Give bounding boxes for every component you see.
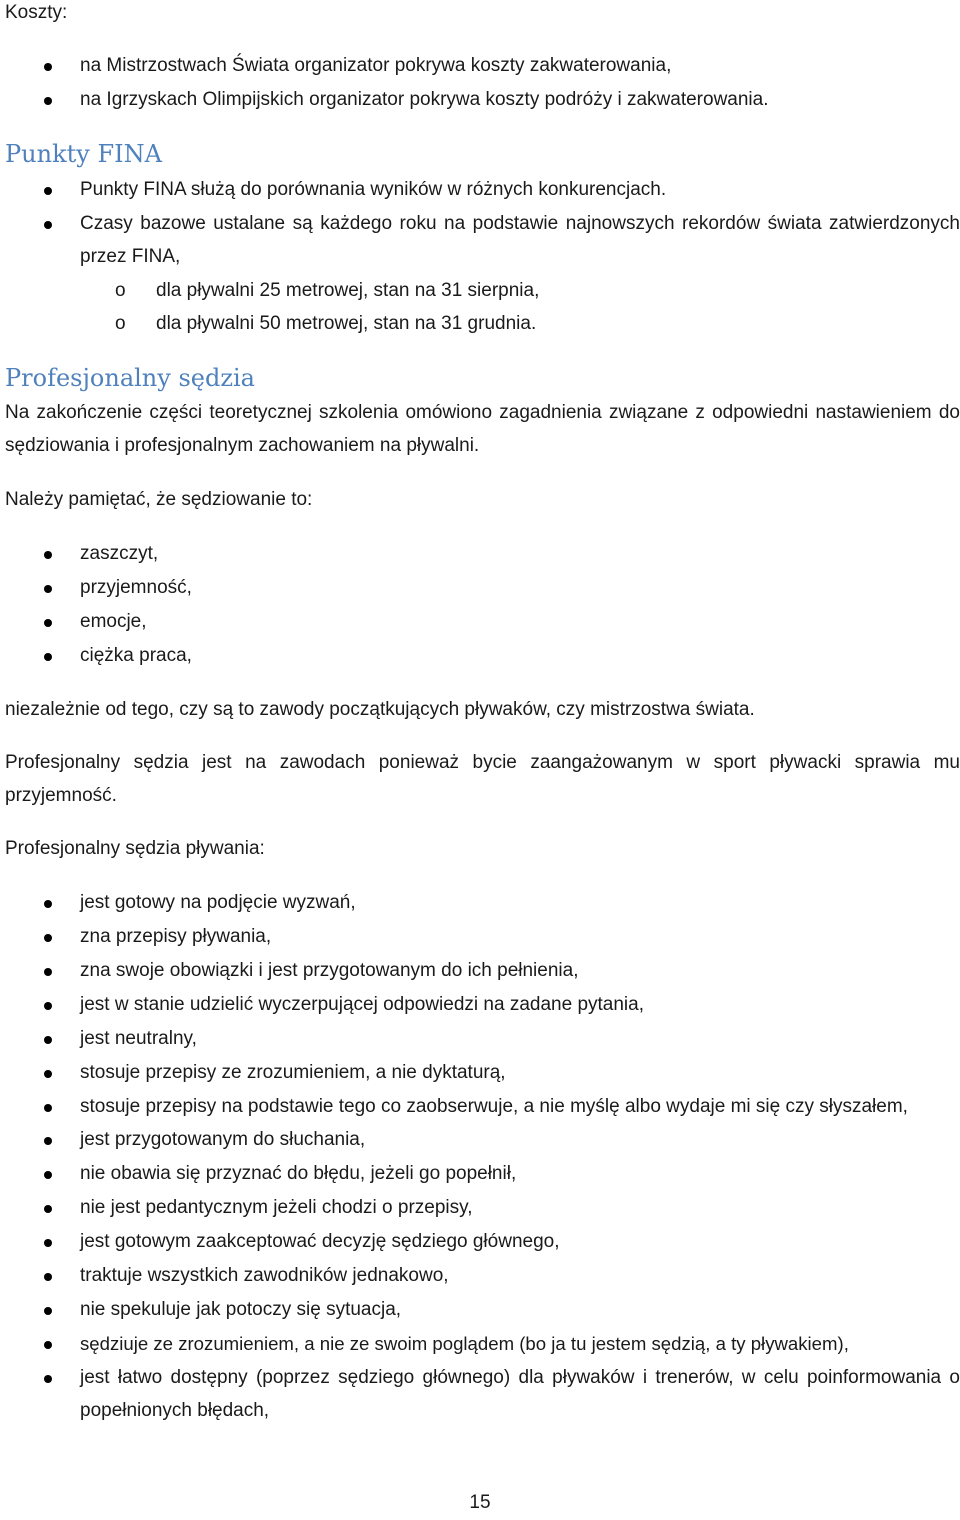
list-item: ciężka praca, [0,639,960,673]
bullet-icon [44,619,52,627]
list-item: stosuje przepisy na podstawie tego co zaobserwuje, a nie myślę albo wydaje mi się czy słyszałem, [0,1090,960,1123]
bullet-icon [44,1137,52,1145]
bullet-icon [44,1375,52,1383]
circle-bullet-icon: o [115,313,126,334]
swim-title: Profesjonalny sędzia pływania: [5,838,265,859]
list-item: traktuje wszystkich zawodników jednakowo, [0,1259,960,1293]
bullet-icon [44,1273,52,1281]
sub-list-item: o dla pływalni 25 metrowej, stan na 31 sierpnia, [0,274,960,307]
list-item: jest gotowy na podjęcie wyzwań, [0,886,960,920]
list-item: zna przepisy pływania, [0,920,960,954]
list-item: na Igrzyskach Olimpijskich organizator pokrywa koszty podróży i zakwaterowania. [0,83,960,117]
list-item: Punkty FINA służą do porównania wyników w różnych konkurencjach. [0,173,960,207]
section-heading-fina: Punkty FINA [5,140,162,168]
bullet-icon [44,187,52,195]
bullet-icon [44,221,52,229]
list-item: na Mistrzostwach Świata organizator pokrywa koszty zakwaterowania, [0,49,960,83]
list-item: jest neutralny, [0,1022,960,1056]
list-item: stosuje przepisy ze zrozumieniem, a nie dyktaturą, [0,1056,960,1090]
costs-title: Koszty: [5,2,68,23]
bullet-icon [44,585,52,593]
remember-list [0,537,960,673]
bullet-icon [44,1070,52,1078]
bullet-icon [44,653,52,661]
list-item: nie spekuluje jak potoczy się sytuacja, [0,1293,960,1327]
list-item: Czasy bazowe ustalane są każdego roku na podstawie najnowszych rekordów świata zatwierdzonych przez FINA, [0,207,960,273]
list-item: zaszczyt, [0,537,960,571]
list-item: nie jest pedantycznym jeżeli chodzi o przepisy, [0,1191,960,1225]
bullet-icon [44,1341,52,1349]
section-heading-judge: Profesjonalny sędzia [5,364,255,392]
regardless-paragraph: niezależnie od tego, czy są to zawody początkujących pływaków, czy mistrzostwa świata. [5,699,755,720]
list-item: przyjemność, [0,571,960,605]
bullet-icon [44,900,52,908]
remember-paragraph: Należy pamiętać, że sędziowanie to: [5,489,313,510]
fina-list [0,173,960,273]
list-item: jest gotowym zaakceptować decyzję sędziego głównego, [0,1225,960,1259]
list-item: nie obawia się przyznać do błędu, jeżeli go popełnił, [0,1157,960,1191]
bullet-icon [44,1036,52,1044]
bullet-icon [44,934,52,942]
bullet-icon [44,1104,52,1112]
list-item: jest przygotowanym do słuchania, [0,1123,960,1157]
sub-list-item: o dla pływalni 50 metrowej, stan na 31 grudnia. [0,307,960,340]
bullet-icon [44,63,52,71]
list-item: sędziuje ze zrozumieniem, a nie ze swoim poglądem (bo ja tu jestem sędzią, a ty pływakiem), [0,1327,960,1361]
bullet-icon [44,97,52,105]
swim-judge-list [0,886,960,1427]
costs-list [0,49,960,117]
bullet-icon [44,1205,52,1213]
judge-intro-paragraph: Na zakończenie części teoretycznej szkolenia omówiono zagadnienia związane z odpowiedni nastawieniem do sędziowania i profesjonalnym zachowaniem na pływalni. [5,402,960,456]
fina-sublist [0,274,960,340]
bullet-icon [44,1239,52,1247]
bullet-icon [44,1002,52,1010]
list-item: zna swoje obowiązki i jest przygotowanym do ich pełnienia, [0,954,960,988]
why-paragraph: Profesjonalny sędzia jest na zawodach ponieważ bycie zaangażowanym w sport pływacki sprawia mu przyjemność. [5,752,960,806]
circle-bullet-icon: o [115,280,126,301]
list-item: jest łatwo dostępny (poprzez sędziego głównego) dla pływaków i trenerów, w celu poinformowania o popełnionych błędach, [0,1361,960,1427]
list-item: jest w stanie udzielić wyczerpującej odpowiedzi na zadane pytania, [0,988,960,1022]
bullet-icon [44,1171,52,1179]
bullet-icon [44,1307,52,1315]
list-item: emocje, [0,605,960,639]
bullet-icon [44,968,52,976]
bullet-icon [44,551,52,559]
page-number: 15 [469,1492,491,1513]
